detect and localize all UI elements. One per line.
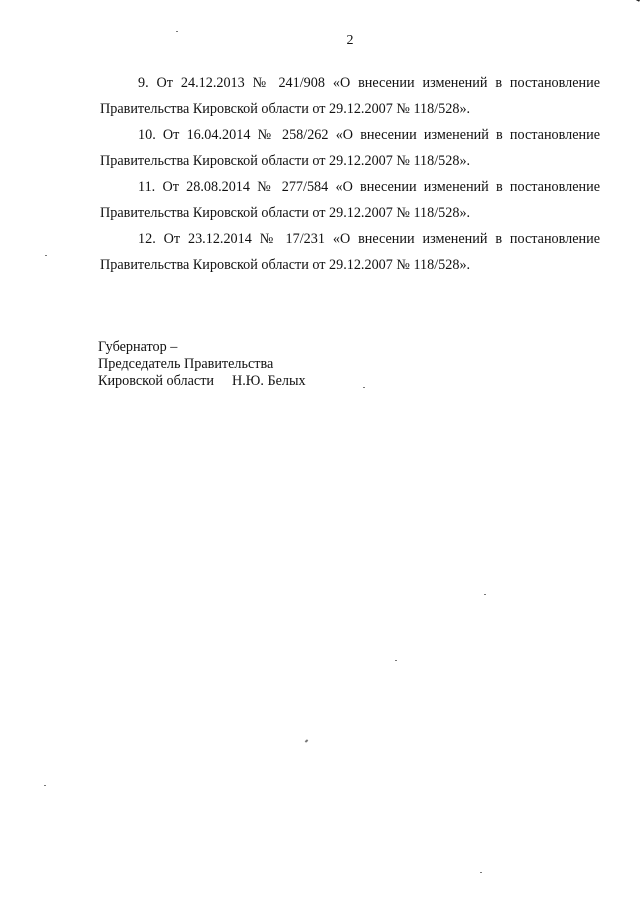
signature-title-line xyxy=(98,373,306,390)
signature-title-line: Председатель Правительства xyxy=(98,356,274,372)
list-item xyxy=(100,70,600,122)
list-item-line: Правительства Кировской области от 29.12.2007 № 118/528». xyxy=(100,153,471,169)
scan-speck xyxy=(363,387,365,388)
scan-speck xyxy=(44,785,46,786)
page-number: 2 xyxy=(346,33,354,48)
list-item xyxy=(100,122,600,174)
list-item-line: Правительства Кировской области от 29.12.2007 № 118/528». xyxy=(100,205,471,221)
list-item-line: Правительства Кировской области от 29.12.2007 № 118/528». xyxy=(100,257,471,273)
scan-speck xyxy=(484,594,486,595)
scan-speck xyxy=(395,660,397,661)
list-item-line: Правительства Кировской области от 29.12.2007 № 118/528». xyxy=(100,101,471,117)
scan-edge-mark xyxy=(627,0,640,2)
amendment-list xyxy=(100,70,600,278)
list-item xyxy=(100,174,600,226)
list-item-line: 9. От 24.12.2013 № 241/908 «О внесении изменений в постановление xyxy=(138,75,600,91)
list-item xyxy=(100,226,600,278)
signature-region: Кировской области xyxy=(98,373,214,389)
list-item-line: 10. От 16.04.2014 № 258/262 «О внесении изменений в постановление xyxy=(138,127,600,143)
scan-speck xyxy=(45,255,47,256)
scan-speck xyxy=(176,31,178,32)
list-item-line: 11. От 28.08.2014 № 277/584 «О внесении изменений в постановление xyxy=(138,179,600,195)
list-item-line: 12. От 23.12.2014 № 17/231 «О внесении изменений в постановление xyxy=(138,231,600,247)
scan-speck xyxy=(480,872,482,873)
signature-title-line: Губернатор – xyxy=(98,339,178,355)
scan-speck xyxy=(305,739,309,742)
signature-block xyxy=(98,339,306,390)
signatory-name: Н.Ю. Белых xyxy=(232,373,306,389)
